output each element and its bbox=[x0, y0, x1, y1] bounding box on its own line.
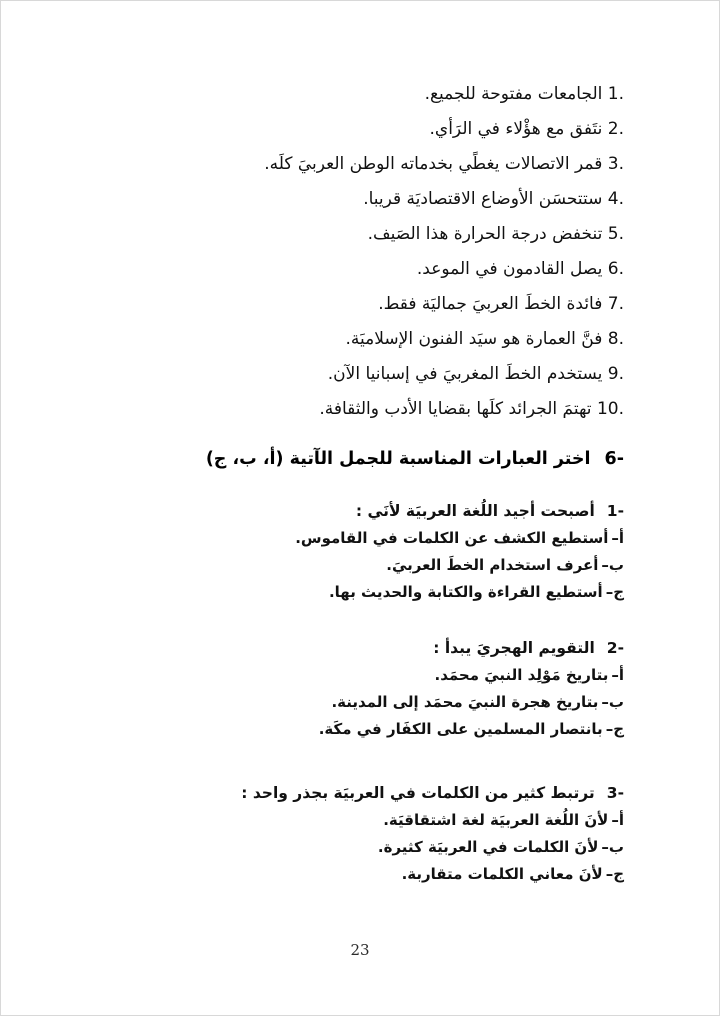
list-item-text: يستخدم الخطَ المغربيَ في إسبانيا الآن. bbox=[327, 364, 603, 384]
choice-text: لأنَ اللُغة العربيَة لغة اشتقاقيَة. bbox=[383, 811, 609, 829]
list-item-number: 7. bbox=[607, 294, 624, 314]
question-number: 2- bbox=[606, 639, 624, 657]
choice-option bbox=[134, 662, 624, 689]
list-item-text: تهتمَ الجرائد كلَها بقضايا الأدب والثقافة. bbox=[319, 399, 592, 419]
choice-option bbox=[134, 552, 624, 579]
question-number: 1- bbox=[606, 502, 624, 520]
choice-label: أ– bbox=[611, 529, 624, 547]
question-stem-text: أصبحت أجيد اللُغة العربيَة لأنَي : bbox=[355, 502, 595, 520]
question-stem-text: التقويم الهجريَ يبدأ : bbox=[433, 639, 595, 657]
page-number: 23 bbox=[350, 941, 370, 959]
list-item bbox=[96, 112, 624, 147]
choice-label: ب– bbox=[601, 556, 624, 574]
list-item-text: قمر الاتصالات يغطًي بخدماته الوطن العربيَ كلَه. bbox=[264, 154, 603, 174]
choice-option bbox=[134, 861, 624, 888]
choice-text: لأنَ معاني الكلمات متقاربة. bbox=[401, 865, 603, 883]
question-block bbox=[96, 779, 624, 888]
list-item-number: 5. bbox=[607, 224, 624, 244]
choice-option bbox=[134, 579, 624, 606]
list-item bbox=[96, 77, 624, 112]
question-block bbox=[96, 634, 624, 743]
choice-label: ج– bbox=[605, 583, 624, 601]
question-stem-text: ترتبط كثير من الكلمات في العربيَة بجذر واحد : bbox=[241, 784, 595, 802]
list-item-number: 8. bbox=[607, 329, 624, 349]
list-item-text: فائدة الخطَ العربيَ جماليَة فقط. bbox=[378, 294, 603, 314]
choice-text: بتاريخ هجرة النبيَ محمَد إلى المدينة. bbox=[331, 693, 599, 711]
choice-text: أستطيع الكشف عن الكلمات في القاموس. bbox=[295, 529, 609, 547]
choice-option bbox=[134, 525, 624, 552]
list-item-number: 10. bbox=[596, 399, 624, 419]
list-item bbox=[96, 322, 624, 357]
choice-text: بانتصار المسلمين على الكفَار في مكَة. bbox=[318, 720, 603, 738]
choice-option bbox=[134, 807, 624, 834]
list-item-number: 6. bbox=[607, 259, 624, 279]
choice-text: أستطيع القراءة والكتابة والحديث بها. bbox=[328, 583, 603, 601]
question-block bbox=[96, 497, 624, 606]
choice-option bbox=[134, 689, 624, 716]
choice-text: بتاريخ مَوْلِد النبيَ محمَد. bbox=[434, 666, 609, 684]
choice-label: أ– bbox=[611, 666, 624, 684]
list-item-text: ستتحسَن الأوضاع الاقتصاديَة قريبا. bbox=[363, 189, 603, 209]
list-item-text: الجامعات مفتوحة للجميع. bbox=[424, 84, 603, 104]
list-item bbox=[96, 147, 624, 182]
list-item-number: 2. bbox=[607, 119, 624, 139]
question-stem bbox=[118, 779, 624, 807]
list-item-text: يصل القادمون في الموعد. bbox=[416, 259, 603, 279]
exercise-number: 6- bbox=[604, 449, 624, 469]
list-item-number: 1. bbox=[607, 84, 624, 104]
choice-option bbox=[134, 834, 624, 861]
list-item-number: 9. bbox=[607, 364, 624, 384]
list-item bbox=[96, 392, 624, 427]
exercise-heading bbox=[96, 444, 624, 474]
list-item bbox=[96, 217, 624, 252]
list-item-text: فنَّ العمارة هو سيَد الفنون الإسلاميَة. bbox=[345, 329, 603, 349]
choice-label: ج– bbox=[605, 865, 624, 883]
choice-option bbox=[134, 716, 624, 743]
list-item bbox=[96, 287, 624, 322]
choice-text: لأنَ الكلمات في العربيَة كثيرة. bbox=[377, 838, 599, 856]
list-item bbox=[96, 357, 624, 392]
list-item-number: 4. bbox=[607, 189, 624, 209]
question-stem bbox=[118, 497, 624, 525]
list-item bbox=[96, 182, 624, 217]
exercise-title: اختر العبارات المناسبة للجمل الآتية (أ، ب، ج) bbox=[205, 449, 591, 469]
choice-label: ج– bbox=[605, 720, 624, 738]
list-item-text: تنخفض درجة الحرارة هذا الصَيف. bbox=[367, 224, 603, 244]
numbered-sentence-list bbox=[96, 77, 624, 427]
list-item bbox=[96, 252, 624, 287]
question-stem bbox=[118, 634, 624, 662]
choice-text: أعرف استخدام الخطَ العربيَ. bbox=[386, 556, 599, 574]
list-item-number: 3. bbox=[607, 154, 624, 174]
question-number: 3- bbox=[606, 784, 624, 802]
choice-label: ب– bbox=[601, 693, 624, 711]
list-item-text: نتَفق مع هؤْلاء في الرَأي. bbox=[429, 119, 603, 139]
choice-label: ب– bbox=[601, 838, 624, 856]
choice-label: أ– bbox=[611, 811, 624, 829]
